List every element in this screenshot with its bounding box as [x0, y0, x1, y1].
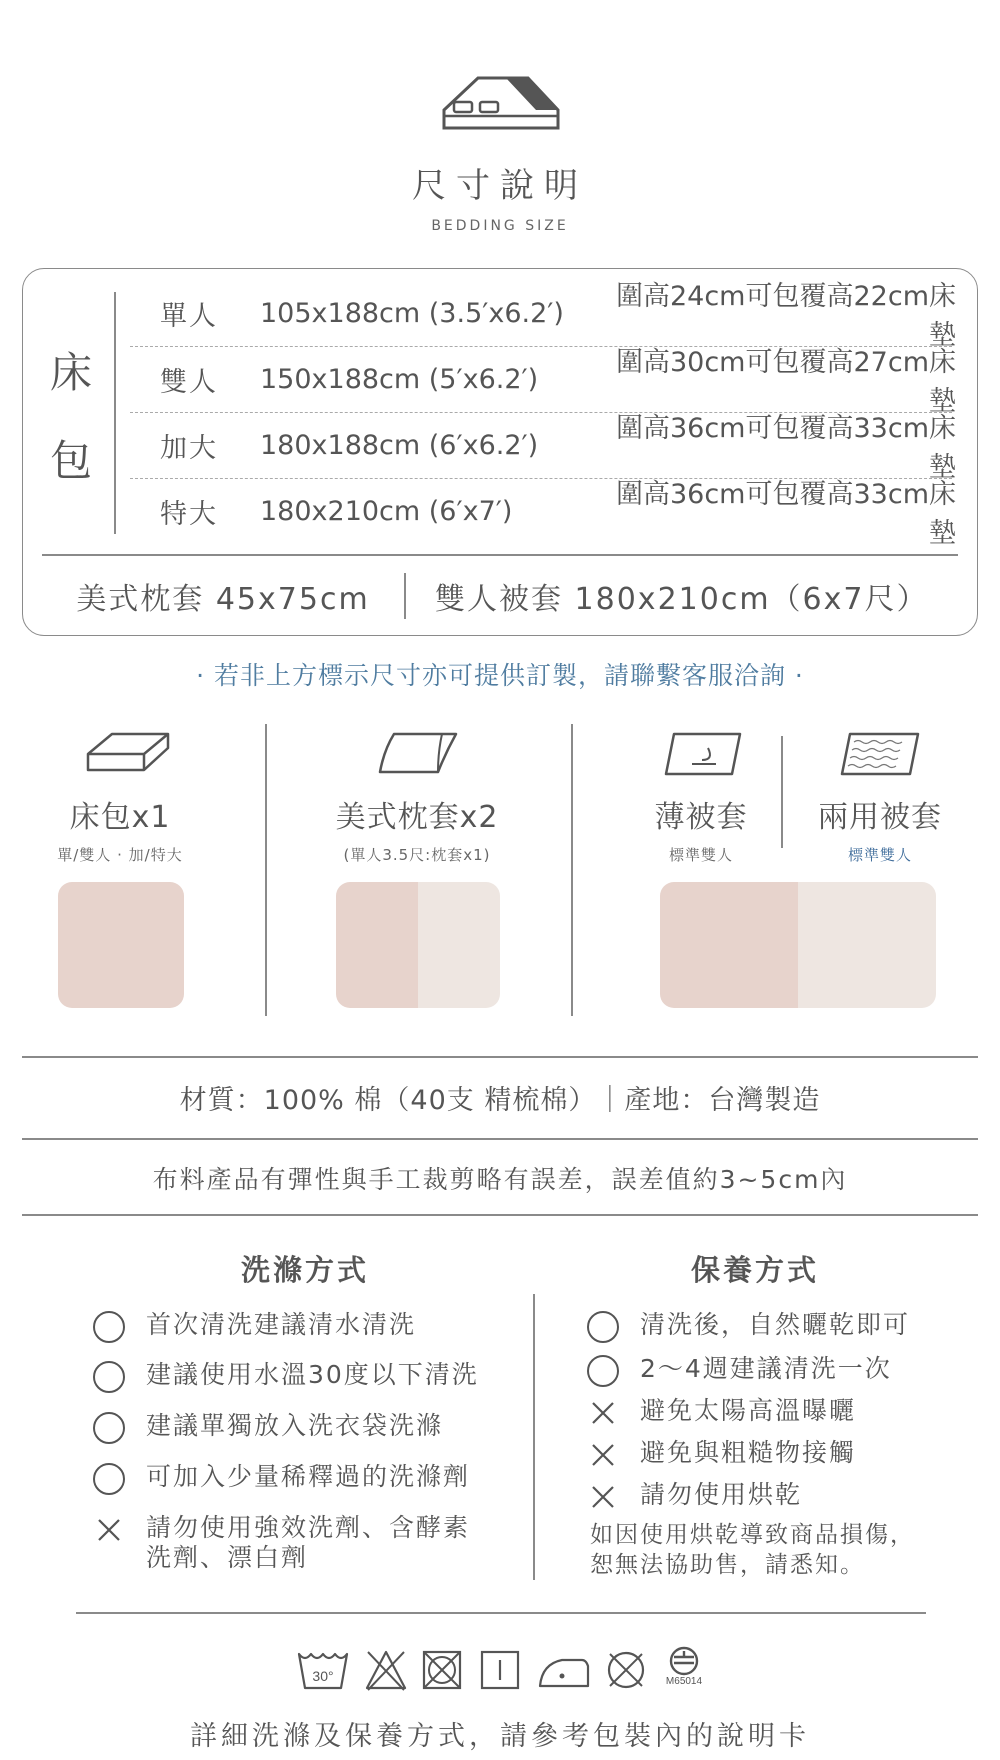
tolerance-info: 布料產品有彈性與手工裁剪略有誤差，誤差值約3~5cm內 — [152, 1165, 848, 1194]
divider — [781, 736, 783, 848]
washing-item — [92, 1310, 416, 1344]
wash-30-icon — [296, 1648, 350, 1692]
prohibited-icon — [586, 1480, 620, 1514]
allowed-icon — [92, 1462, 126, 1496]
custom-order-notice: · 若非上方標示尺寸亦可提供訂製，請聯繫客服洽詢 · — [196, 661, 804, 690]
page-title: 尺寸說明 — [412, 166, 588, 206]
care-item — [586, 1438, 856, 1472]
washing-item — [92, 1411, 443, 1445]
size-name: 加大 — [160, 432, 218, 464]
pillowcase-size: 美式枕套 45x75cm — [76, 582, 370, 617]
wash-temp-label: 30° — [312, 1668, 334, 1684]
care-item-text: 清洗後，自然曬乾即可 — [640, 1310, 911, 1339]
certification-mark-icon — [660, 1646, 708, 1676]
washing-item-text: 建議使用水溫30度以下清洗 — [146, 1360, 479, 1389]
divider — [76, 1612, 926, 1614]
divider — [22, 1214, 978, 1216]
washing-item — [92, 1513, 470, 1573]
care-item — [586, 1354, 892, 1388]
divider — [571, 724, 573, 1016]
prohibited-icon — [586, 1438, 620, 1472]
no-tumble-dry-icon — [420, 1648, 464, 1692]
swatch-pink — [336, 882, 418, 1008]
care-item — [586, 1310, 910, 1344]
duvet-size: 雙人被套 180x210cm（6x7尺） — [435, 582, 929, 617]
allowed-icon — [92, 1310, 126, 1344]
care-title: 保養方式 — [690, 1253, 819, 1287]
divider — [42, 554, 958, 556]
size-name: 特大 — [160, 498, 218, 530]
size-coverage: 圍高30cm可包覆高27cm床墊 — [615, 347, 956, 417]
product-label: 薄被套 — [654, 800, 748, 835]
size-dims: 105x188cm (3.5′x6.2′) — [260, 297, 564, 329]
size-dims: 150x188cm (5′x6.2′) — [260, 363, 539, 395]
category-char: 床 — [50, 348, 93, 397]
product-sub: 單/雙人 · 加/特大 — [57, 846, 183, 864]
no-bleach-icon — [364, 1648, 408, 1692]
size-row — [130, 478, 960, 549]
color-swatch — [336, 882, 500, 1008]
washing-item-text: 可加入少量稀釋過的洗滌劑 — [146, 1462, 471, 1491]
cert-code: M65014 — [665, 1676, 703, 1687]
size-dims: 180x210cm (6′x7′) — [260, 495, 513, 527]
fitted-sheet-icon — [84, 730, 172, 778]
washing-item-text: 洗劑、漂白劑 — [146, 1543, 309, 1572]
page-subtitle: BEDDING SIZE — [431, 218, 569, 234]
care-item-text: 避免太陽高溫曝曬 — [640, 1396, 857, 1425]
care-note — [590, 1520, 915, 1580]
care-note-line: 恕無法協助售，請悉知。 — [590, 1552, 865, 1578]
divider — [265, 724, 267, 1016]
allowed-icon — [586, 1310, 620, 1344]
size-row — [130, 346, 960, 417]
washing-item — [92, 1360, 479, 1394]
divider — [114, 292, 116, 534]
allowed-icon — [586, 1354, 620, 1388]
care-item-text: 2～4週建議清洗一次 — [640, 1354, 892, 1383]
size-coverage: 圍高24cm可包覆高22cm床墊 — [615, 281, 956, 351]
no-dry-clean-icon — [604, 1648, 648, 1692]
size-coverage: 圍高36cm可包覆高33cm床墊 — [615, 413, 956, 483]
washing-item — [92, 1462, 470, 1496]
color-swatch — [58, 882, 184, 1008]
quilted-duvet-icon — [838, 730, 922, 778]
line-dry-icon — [478, 1648, 522, 1692]
product-label: 兩用被套 — [818, 800, 942, 835]
prohibited-icon — [586, 1396, 620, 1430]
size-name: 雙人 — [160, 366, 218, 398]
size-coverage: 圍高36cm可包覆高33cm床墊 — [615, 479, 956, 549]
material-info: 材質：100% 棉（40支 精梳棉）｜產地：台灣製造 — [179, 1085, 821, 1116]
care-item-text: 避免與粗糙物接觸 — [640, 1438, 857, 1467]
allowed-icon — [92, 1360, 126, 1394]
swatch-pink — [660, 882, 798, 1008]
washing-title: 洗滌方式 — [240, 1253, 369, 1287]
size-dims: 180x188cm (6′x6.2′) — [260, 429, 539, 461]
size-row — [130, 412, 960, 483]
washing-item-text: 請勿使用強效洗劑、含酵素 — [146, 1513, 471, 1542]
divider — [22, 1056, 978, 1058]
footer-note: 詳細洗滌及保養方式，請參考包裝內的說明卡 — [190, 1721, 810, 1752]
swatch-cream — [418, 882, 500, 1008]
category-char: 包 — [50, 436, 93, 485]
thin-duvet-icon — [662, 730, 744, 778]
care-note-line: 如因使用烘乾導致商品損傷， — [590, 1522, 915, 1548]
allowed-icon — [92, 1411, 126, 1445]
care-item — [586, 1396, 856, 1430]
care-item-text: 請勿使用烘乾 — [640, 1480, 803, 1509]
size-row — [130, 280, 960, 351]
product-sub: 標準雙人 — [668, 846, 733, 864]
bedding-extra-sizes — [42, 568, 958, 624]
product-sub: (單人3.5尺:枕套x1) — [343, 846, 491, 864]
divider — [533, 1294, 535, 1580]
iron-low-icon — [536, 1648, 592, 1692]
size-name: 單人 — [160, 300, 218, 332]
product-label: 床包x1 — [69, 800, 171, 835]
product-label: 美式枕套x2 — [335, 800, 499, 835]
product-sub: 標準雙人 — [847, 846, 912, 864]
bed-house-icon — [436, 72, 566, 134]
washing-item-text: 首次清洗建議清水清洗 — [146, 1310, 417, 1339]
care-item — [586, 1480, 802, 1514]
swatch-pink — [58, 882, 184, 1008]
divider — [22, 1138, 978, 1140]
prohibited-icon — [92, 1513, 126, 1547]
pillow-icon — [376, 730, 460, 776]
washing-item-text: 建議單獨放入洗衣袋洗滌 — [146, 1411, 444, 1440]
color-swatch — [660, 882, 936, 1008]
swatch-cream — [798, 882, 936, 1008]
